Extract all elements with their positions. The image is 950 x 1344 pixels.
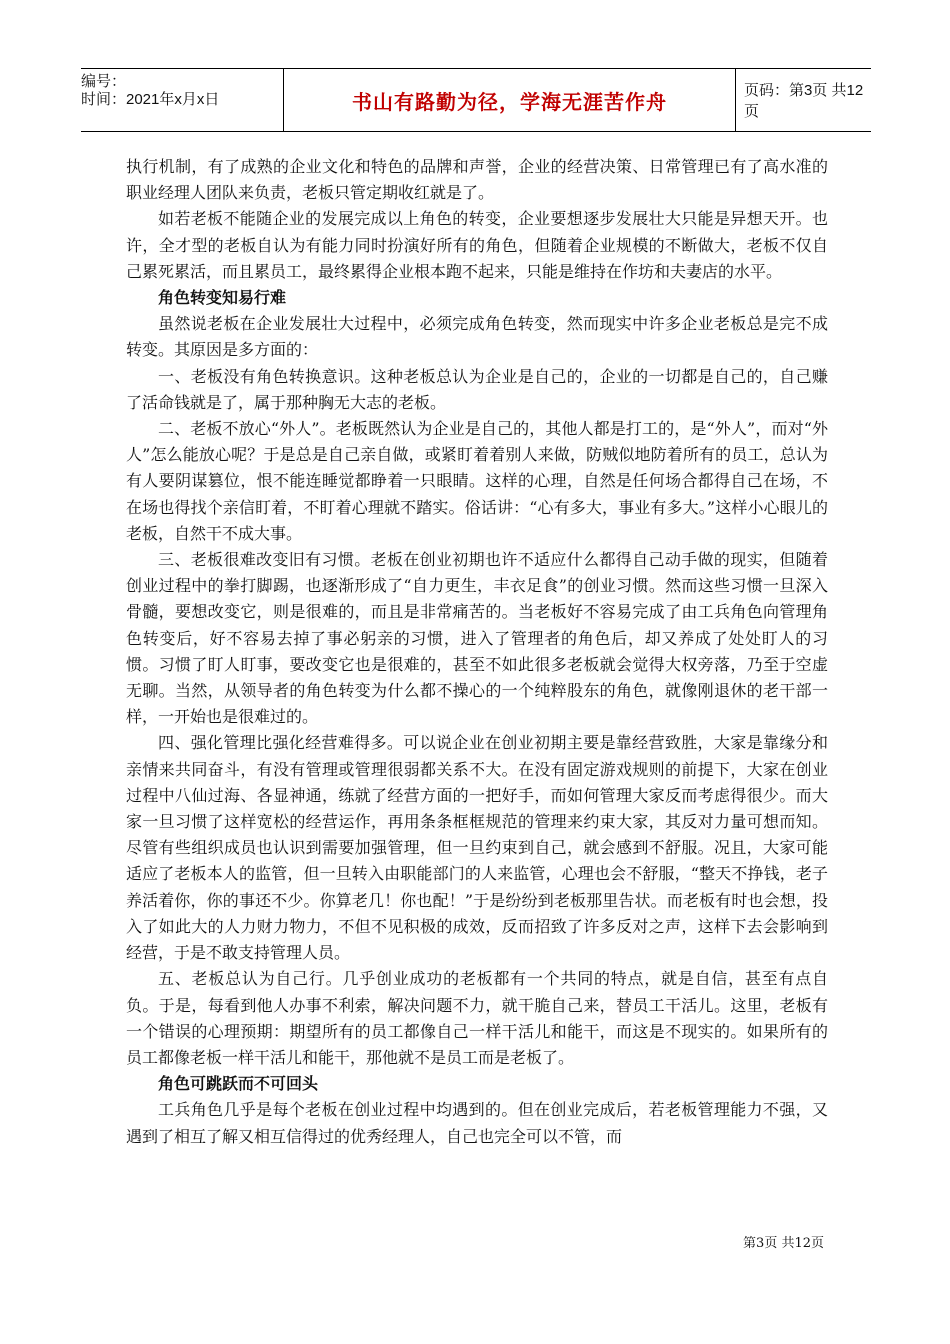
document-header <box>81 68 871 132</box>
body-paragraph: 三、老板很难改变旧有习惯。老板在创业初期也许不适应什么都得自己动手做的现实，但随着创业过程中的拳打脚踢，也逐渐形成了“自力更生，丰衣足食”的创业习惯。然而这些习惯一旦深入骨髓，要想改变它，则是很难的，而且是非常痛苦的。当老板好不容易完成了由工兵角色向管理角色转变后，好不容易去掉了事必躬亲的习惯，进入了管理者的角色后，却又养成了处处盯人的习惯。习惯了盯人盯事，要改变它也是很难的，甚至不如此很多老板就会觉得大权旁落，乃至于空虚无聊。当然，从领导者的角色转变为什么都不操心的一个纯粹股东的角色，就像刚退休的老干部一样，一开始也是很难过的。 <box>126 550 828 727</box>
body-paragraph: 执行机制，有了成熟的企业文化和特色的品牌和声誉，企业的经营决策、日常管理已有了高水准的职业经理人团队来负责，老板只管定期收红就是了。 <box>126 157 828 203</box>
body-paragraph: 二、老板不放心“外人”。老板既然认为企业是自己的，其他人都是打工的，是“外人”，而对“外人”怎么能放心呢？于是总是自己亲自做，或紧盯着着别人来做，防贼似地防着所有的员工，总认为有人要阴谋篡位，恨不能连睡觉都睁着一只眼睛。这样的心理，自然是任何场合都得自己在场，不在场也得找个亲信盯着，不盯着心理就不踏实。俗话讲：“心有多大，事业有多大。”这样小心眼儿的老板，自然干不成大事。 <box>126 419 828 543</box>
body-paragraph: 五、老板总认为自己行。几乎创业成功的老板都有一个共同的特点，就是自信，甚至有点自负。于是，每看到他人办事不利索，解决问题不力，就干脆自己来，替员工干活儿。这里，老板有一个错误的心理预期：期望所有的员工都像自己一样干活儿和能干，而这是不现实的。如果所有的员工都像老板一样干活儿和能干，那他就不是员工而是老板了。 <box>126 969 828 1067</box>
body-paragraph: 如若老板不能随企业的发展完成以上角色的转变，企业要想逐步发展壮大只能是异想天开。也许，全才型的老板自认为有能力同时扮演好所有的角色，但随着企业规模的不断做大，老板不仅自己累死累活，而且累员工，最终累得企业根本跑不起来，只能是维持在作坊和夫妻店的水平。 <box>126 209 828 281</box>
page-label: 页码：第3页 共12页 <box>744 82 864 120</box>
footer-page-number: 第3页 共12页 <box>743 1236 824 1251</box>
section-heading: 角色可跳跃而不可回头 <box>158 1074 319 1094</box>
body-paragraph: 虽然说老板在企业发展壮大过程中，必须完成角色转变，然而现实中许多企业老板总是完不成转变。其原因是多方面的： <box>126 314 828 360</box>
motto-text: 书山有路勤为径，学海无涯苦作舟 <box>352 89 667 114</box>
document-body <box>126 154 828 1150</box>
number-label: 编号： <box>81 73 127 90</box>
header-page-cell <box>736 69 871 131</box>
page-footer <box>743 1232 824 1251</box>
section-heading: 角色转变知易行难 <box>158 288 287 308</box>
date-label: 时间：2021年x月x日 <box>81 91 220 108</box>
body-paragraph: 一、老板没有角色转换意识。这种老板总认为企业是自己的，企业的一切都是自己的，自己赚了活命钱就是了，属于那种胸无大志的老板。 <box>126 366 828 412</box>
body-paragraph: 工兵角色几乎是每个老板在创业过程中均遇到的。但在创业完成后，若老板管理能力不强，又遇到了相互了解又相互信得过的优秀经理人，自己也完全可以不管，而 <box>126 1100 828 1146</box>
header-meta <box>81 69 281 131</box>
header-motto-cell <box>283 69 736 131</box>
body-paragraph: 四、强化管理比强化经营难得多。可以说企业在创业初期主要是靠经营致胜，大家是靠缘分和亲情来共同奋斗，有没有管理或管理很弱都关系不大。在没有固定游戏规则的前提下，大家在创业过程中八仙过海、各显神通，练就了经营方面的一把好手，而如何管理大家反而考虑得很少。而大家一旦习惯了这样宽松的经营运作，再用条条框框规范的管理来约束大家，其反对力量可想而知。尽管有些组织成员也认识到需要加强管理，但一旦约束到自己，就会感到不舒服。况且，大家可能适应了老板本人的监管，但一旦转入由职能部门的人来监管，心理也会不舒服，“整天不挣钱，老子养活着你，你的事还不少。你算老几！你也配！”于是纷纷到老板那里告状。而老板有时也会想，投入了如此大的人力财力物力，不但不见积极的成效，反而招致了许多反对之声，这样下去会影响到经营，于是不敢支持管理人员。 <box>126 733 828 963</box>
